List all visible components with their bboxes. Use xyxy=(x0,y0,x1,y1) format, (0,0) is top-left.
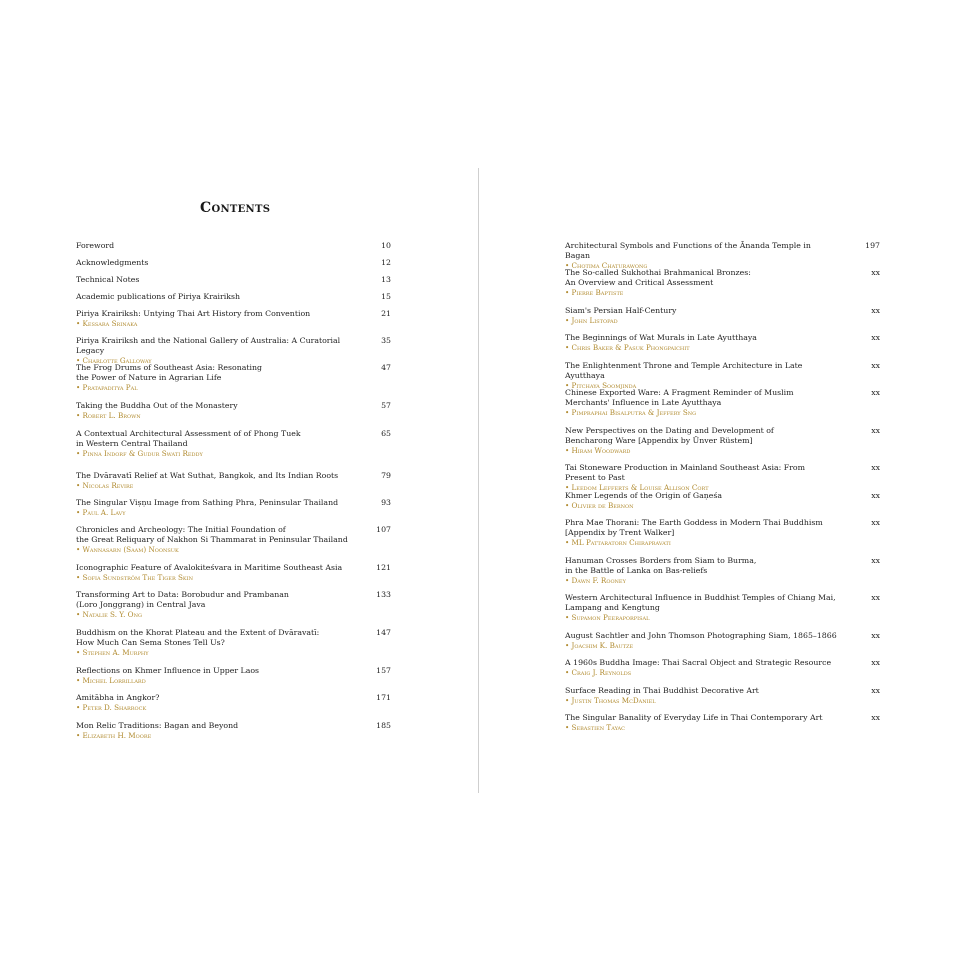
toc-entry-author: • Dawn F. Rooney xyxy=(565,576,626,585)
toc-entry-title: Reflections on Khmer Influence in Upper Laos xyxy=(76,666,260,675)
toc-entry-title: Chronicles and Archeology: The Initial Foundation of the Great Reliquary of Nakhon Si Thammarat in Peninsular Thailand xyxy=(76,525,348,544)
toc-entry-page-number: 79 xyxy=(381,471,391,480)
toc-entry-author: • Chris Baker & Pasuk Phongpaichit xyxy=(565,343,690,352)
toc-entry-page-number: 157 xyxy=(376,666,391,675)
toc-entry-page-number: xx xyxy=(871,713,880,722)
toc-entry-page-number: xx xyxy=(871,463,880,472)
toc-entry-title: The Beginnings of Wat Murals in Late Ayutthaya xyxy=(565,333,757,342)
toc-entry xyxy=(76,525,391,555)
toc-entry xyxy=(76,309,391,329)
toc-entry-title: New Perspectives on the Dating and Development of Bencharong Ware [Appendix by Ünver Rüstem] xyxy=(565,426,774,445)
toc-entry-page-number: xx xyxy=(871,631,880,640)
toc-entry xyxy=(76,693,391,713)
toc-entry-author: • Elizabeth H. Moore xyxy=(76,731,152,740)
toc-entry-page-number: xx xyxy=(871,518,880,527)
toc-entry-author: • Pitchaya Soomjinda xyxy=(565,381,637,390)
toc-entry xyxy=(565,463,880,493)
toc-entry-page-number: 93 xyxy=(381,498,391,507)
toc-entry-page-number: 147 xyxy=(376,628,391,637)
toc-entry-title: Academic publications of Piriya Krairiksh xyxy=(76,292,241,301)
toc-entry-title: Hanuman Crosses Borders from Siam to Burma, in the Battle of Lanka on Bas-reliefs xyxy=(565,556,757,575)
toc-entry xyxy=(76,498,391,518)
toc-entry-title: A Contextual Architectural Assessment of of Phong Tuek in Western Central Thailand xyxy=(76,429,301,448)
toc-entry xyxy=(76,429,391,459)
toc-entry xyxy=(76,292,391,302)
toc-entry-author: • Paul A. Lavy xyxy=(76,508,126,517)
toc-entry xyxy=(76,471,391,491)
toc-entry-author: • Michel Lorrillard xyxy=(76,676,146,685)
toc-entry-author: • Pinna Indorf & Gudur Swati Reddy xyxy=(76,449,203,458)
toc-entry xyxy=(76,721,391,741)
toc-entry xyxy=(76,336,391,366)
toc-entry-title: Piriya Krairiksh and the National Gallery of Australia: A Curatorial Legacy xyxy=(76,336,341,355)
toc-entry xyxy=(76,590,391,620)
toc-entry xyxy=(76,666,391,686)
toc-entry-title: Transforming Art to Data: Borobudur and Prambanan (Loro Jonggrang) in Central Java xyxy=(76,590,289,609)
toc-entry xyxy=(565,241,880,271)
toc-entry-title: Western Architectural Influence in Buddhist Temples of Chiang Mai, Lampang and Kengtung xyxy=(565,593,836,612)
toc-entry xyxy=(565,361,880,391)
toc-entry-author: • Peter D. Sharrock xyxy=(76,703,147,712)
toc-entry-title: August Sachtler and John Thomson Photographing Siam, 1865–1866 xyxy=(565,631,837,640)
toc-entry-page-number: xx xyxy=(871,426,880,435)
page-gutter-divider xyxy=(478,168,479,793)
toc-entry-page-number: 47 xyxy=(381,363,391,372)
toc-entry-author: • Chotima Chaturawong xyxy=(565,261,648,270)
toc-entry xyxy=(565,306,880,326)
toc-entry-page-number: xx xyxy=(871,306,880,315)
toc-entry xyxy=(76,401,391,421)
toc-entry-page-number: 10 xyxy=(381,241,391,250)
toc-entry xyxy=(565,686,880,706)
toc-entry xyxy=(76,628,391,658)
toc-entry-page-number: xx xyxy=(871,491,880,500)
toc-entry-title: Tai Stoneware Production in Mainland Southeast Asia: From Present to Past xyxy=(565,463,805,482)
toc-entry-title: The Singular Viṣṇu Image from Sathing Phra, Peninsular Thailand xyxy=(76,498,339,507)
toc-entry-page-number: 57 xyxy=(381,401,391,410)
toc-entry-page-number: xx xyxy=(871,361,880,370)
toc-entry-title: The So-called Sukhothai Brahmanical Bronzes: An Overview and Critical Assessment xyxy=(565,268,751,287)
toc-entry-title: Buddhism on the Khorat Plateau and the Extent of Dvāravatī: How Much Can Sema Stones Tell Us? xyxy=(76,628,320,647)
toc-entry-author: • Stephen A. Murphy xyxy=(76,648,149,657)
toc-entry-page-number: 13 xyxy=(381,275,391,284)
toc-entry-author: • Joachim K. Bautze xyxy=(565,641,634,650)
toc-entry-title: Surface Reading in Thai Buddhist Decorative Art xyxy=(565,686,759,695)
toc-entry-page-number: xx xyxy=(871,686,880,695)
toc-entry-page-number: xx xyxy=(871,388,880,397)
toc-entry-page-number: xx xyxy=(871,556,880,565)
toc-entry-title: Technical Notes xyxy=(76,275,140,284)
toc-entry-author: • Pierre Baptiste xyxy=(565,288,624,297)
toc-entry-author: • Pratapaditya Pal xyxy=(76,383,138,392)
toc-entry-title: The Singular Banality of Everyday Life in Thai Contemporary Art xyxy=(565,713,823,722)
toc-entry-title: The Frog Drums of Southeast Asia: Resonating the Power of Nature in Agrarian Life xyxy=(76,363,263,382)
toc-entry-title: Taking the Buddha Out of the Monastery xyxy=(76,401,238,410)
toc-entry xyxy=(76,275,391,285)
toc-entry-author: • Robert L. Brown xyxy=(76,411,141,420)
toc-entry-author: • Supamon Peeraporpisal xyxy=(565,613,650,622)
toc-entry-page-number: 133 xyxy=(376,590,391,599)
toc-entry xyxy=(565,388,880,418)
toc-entry-author: • Charlotte Galloway xyxy=(76,356,152,365)
toc-entry-title: Acknowledgments xyxy=(76,258,149,267)
toc-entry xyxy=(565,333,880,353)
toc-entry xyxy=(565,713,880,733)
toc-entry-title: Phra Mae Thorani: The Earth Goddess in Modern Thai Buddhism [Appendix by Trent Walker] xyxy=(565,518,823,537)
toc-entry-author: • Nicolas Revire xyxy=(76,481,134,490)
toc-entry-title: Siam's Persian Half-Century xyxy=(565,306,677,315)
toc-entry-page-number: 171 xyxy=(376,693,391,702)
toc-entry-page-number: 21 xyxy=(381,309,391,318)
toc-entry-title: A 1960s Buddha Image: Thai Sacral Object and Strategic Resource xyxy=(565,658,832,667)
toc-entry-page-number: xx xyxy=(871,333,880,342)
toc-entry-author: • Justin Thomas McDaniel xyxy=(565,696,656,705)
toc-entry-page-number: 185 xyxy=(376,721,391,730)
toc-entry xyxy=(565,491,880,511)
toc-entry-title: Mon Relic Traditions: Bagan and Beyond xyxy=(76,721,239,730)
toc-entry-page-number: 197 xyxy=(865,241,880,250)
toc-entry xyxy=(565,631,880,651)
toc-entry-title: Iconographic Feature of Avalokiteśvara in Maritime Southeast Asia xyxy=(76,563,343,572)
toc-entry xyxy=(565,556,880,586)
toc-entry-title: Chinese Exported Ware: A Fragment Reminder of Muslim Merchants' Influence in Late Ayutthaya xyxy=(565,388,794,407)
toc-entry-title: Khmer Legends of the Origin of Gaṇeśa xyxy=(565,491,723,500)
toc-entry-page-number: 15 xyxy=(381,292,391,301)
toc-entry-page-number: xx xyxy=(871,593,880,602)
toc-entry-author: • Wannasarn (Saam) Noonsuk xyxy=(76,545,179,554)
toc-entry-title: Piriya Krairiksh: Untying Thai Art History from Convention xyxy=(76,309,311,318)
toc-entry-title: The Dvāravatī Relief at Wat Suthat, Bangkok, and Its Indian Roots xyxy=(76,471,339,480)
contents-heading: Contents xyxy=(200,200,271,216)
toc-entry xyxy=(565,518,880,548)
toc-entry-author: • John Listopad xyxy=(565,316,618,325)
toc-entry-page-number: xx xyxy=(871,268,880,277)
toc-entry-title: Architectural Symbols and Functions of the Ānanda Temple in Bagan xyxy=(565,241,811,260)
toc-entry-title: The Enlightenment Throne and Temple Architecture in Late Ayutthaya xyxy=(565,361,803,380)
toc-entry-author: • Natalie S. Y. Ong xyxy=(76,610,142,619)
toc-entry xyxy=(565,593,880,623)
toc-entry-page-number: 35 xyxy=(381,336,391,345)
toc-entry-author: • Sofia Sundström The Tiger Skin xyxy=(76,573,193,582)
toc-entry-author: • Pimpraphai Bisalputra & Jeffery Sng xyxy=(565,408,697,417)
toc-entry-author: • Craig J. Reynolds xyxy=(565,668,632,677)
toc-entry-author: • Leedom Lefferts & Louise Allison Cort xyxy=(565,483,709,492)
toc-entry-page-number: 121 xyxy=(376,563,391,572)
toc-entry-author: • ML Pattaratorn Chirapravati xyxy=(565,538,671,547)
toc-entry xyxy=(76,363,391,393)
toc-entry xyxy=(565,658,880,678)
toc-entry xyxy=(76,241,391,251)
toc-entry-page-number: xx xyxy=(871,658,880,667)
toc-entry xyxy=(565,268,880,298)
toc-entry xyxy=(565,426,880,456)
toc-entry-title: Foreword xyxy=(76,241,115,250)
toc-entry xyxy=(76,563,391,583)
toc-entry-author: • Sebastien Tayac xyxy=(565,723,625,732)
toc-entry-author: • Kessara Srinaka xyxy=(76,319,138,328)
toc-entry-page-number: 65 xyxy=(381,429,391,438)
toc-entry-author: • Olivier de Bernon xyxy=(565,501,634,510)
toc-entry-author: • Hiram Woodward xyxy=(565,446,631,455)
toc-entry-page-number: 12 xyxy=(381,258,391,267)
toc-entry xyxy=(76,258,391,268)
toc-entry-page-number: 107 xyxy=(376,525,391,534)
toc-entry-title: Amitābha in Angkor? xyxy=(76,693,160,702)
